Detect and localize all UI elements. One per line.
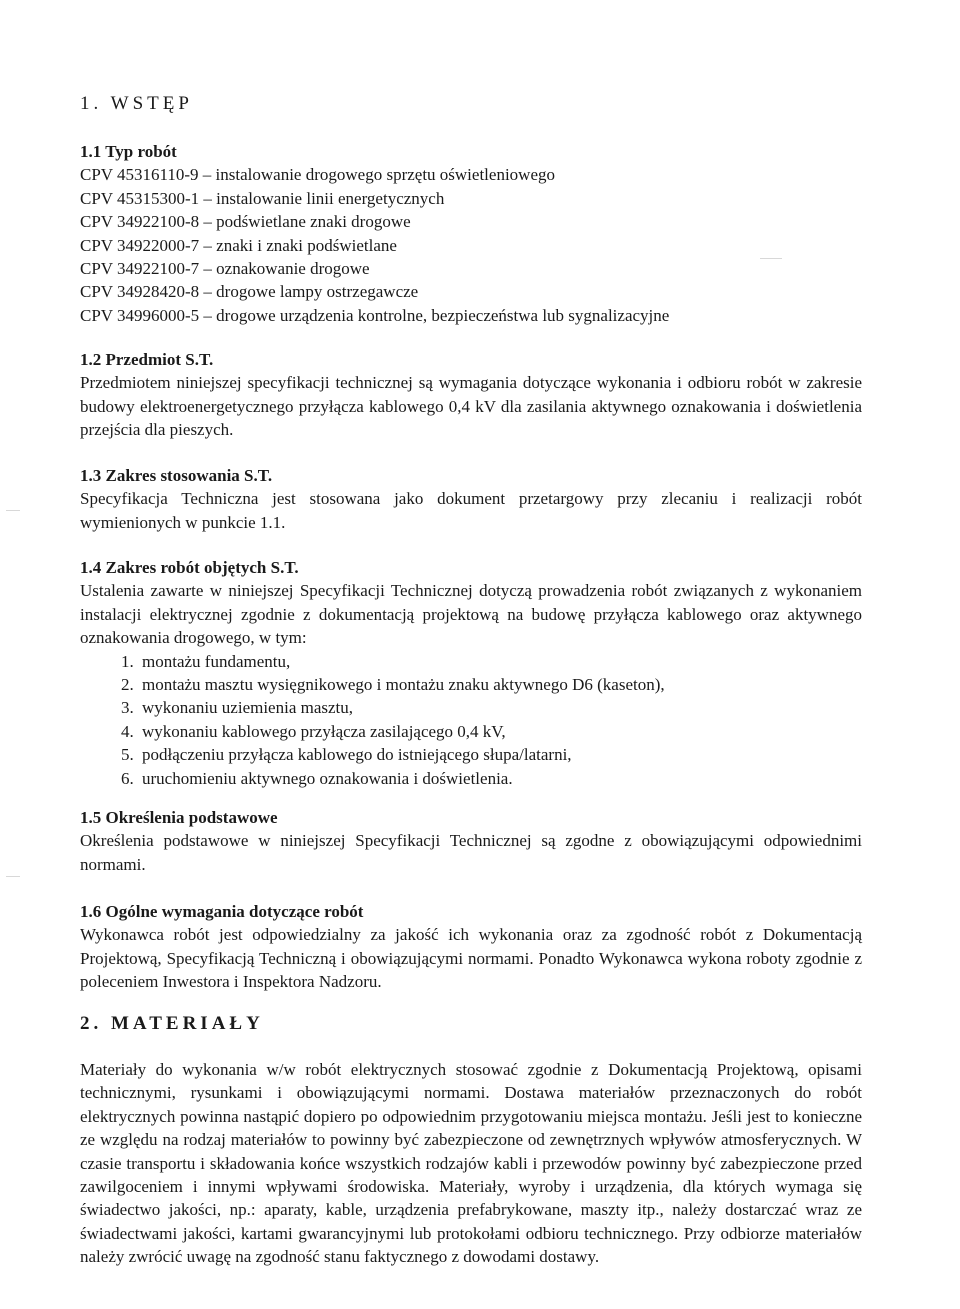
heading-materialy: 2. MATERIAŁY	[80, 1013, 264, 1034]
section-paragraph: Ustalenia zawarte w niniejszej Specyfikacji Technicznej dotyczą prowadzenia robót związanych z wykonaniem instalacji elektrycznej zgodnie z dokumentacją projektową na budowę przyłącza kablowego oraz aktywnego oznakowania drogowego, w tym:	[80, 581, 862, 648]
section-1-5	[80, 806, 862, 876]
cpv-line: CPV 34922100-8 – podświetlane znaki drogowe	[80, 212, 411, 232]
section-title: 1.3 Zakres stosowania S.T.	[80, 466, 273, 485]
cpv-line: CPV 34928420-8 – drogowe lampy ostrzegawcze	[80, 282, 419, 302]
list-item: 5. podłączeniu przyłącza kablowego do istniejącego słupa/latarni,	[138, 743, 862, 766]
cpv-line: CPV 34922000-7 – znaki i znaki podświetlane	[80, 235, 397, 255]
work-scope-list	[80, 650, 862, 790]
section-title: 1.5 Określenia podstawowe	[80, 808, 278, 827]
section-1-3	[80, 464, 862, 534]
list-item: 3. wykonaniu uziemienia masztu,	[138, 696, 862, 719]
section-title: 1.2 Przedmiot S.T.	[80, 350, 214, 369]
section-2	[80, 1058, 862, 1269]
list-item: 6. uruchomieniu aktywnego oznakowania i doświetlenia.	[138, 767, 862, 790]
section-1-2	[80, 348, 862, 442]
list-item: 2. montażu masztu wysięgnikowego i montażu znaku aktywnego D6 (kaseton),	[138, 673, 862, 696]
section-title: 1.6 Ogólne wymagania dotyczące robót	[80, 902, 364, 921]
scan-mark	[6, 510, 20, 511]
section-paragraph: Określenia podstawowe w niniejszej Specyfikacji Technicznej są zgodne z obowiązującymi odpowiednimi normami.	[80, 831, 862, 874]
scan-mark	[6, 876, 20, 877]
cpv-line: CPV 34922100-7 – oznakowanie drogowe	[80, 259, 370, 279]
section-title: 1.1 Typ robót	[80, 142, 177, 161]
cpv-line: CPV 45315300-1 – instalowanie linii energetycznych	[80, 188, 445, 208]
section-paragraph: Wykonawca robót jest odpowiedzialny za jakość ich wykonania oraz za zgodność robót z Dokumentacją Projektową, Specyfikacją Techniczną i obowiązującymi normami. Ponadto Wykonawca wykona roboty zgodnie z poleceniem Inwestora i Inspektora Nadzoru.	[80, 925, 862, 992]
cpv-line: CPV 34996000-5 – drogowe urządzenia kontrolne, bezpieczeństwa lub sygnalizacyjne	[80, 305, 670, 325]
cpv-line: CPV 45316110-9 – instalowanie drogowego sprzętu oświetleniowego	[80, 165, 555, 185]
scan-mark	[760, 258, 782, 259]
heading-wstep: 1. WSTĘP	[80, 93, 193, 114]
section-1-1	[80, 140, 862, 327]
list-item: 4. wykonaniu kablowego przyłącza zasilającego 0,4 kV,	[138, 720, 862, 743]
section-1-4	[80, 556, 862, 790]
section-1-6	[80, 900, 862, 994]
section-title: 1.4 Zakres robót objętych S.T.	[80, 558, 299, 577]
section-paragraph: Materiały do wykonania w/w robót elektrycznych stosować zgodnie z Dokumentacją Projektową, opisami technicznymi, rysunkami i obowiązującymi normami. Dostawa materiałów przeznaczonych do robót elektrycznych powinna nastąpić dopiero po odpowiednim przygotowaniu miejsca montażu. Jeśli jest to konieczne ze względu na rodzaj materiałów to powinny być zabezpieczone od zewnętrznych wpływów atmosferycznych. W czasie transportu i składowania końce wszystkich rodzajów kabli i przewodów powinny być zabezpieczone przed zawilgoceniem i innymi wpływami środowiska. Materiały, wyroby i urządzenia, dla których wymaga się świadectwo jakości, np.: aparaty, kable, urządzenia prefabrykowane, maszty itp., należy dostarczać wraz ze świadectwami jakości, kartami gwarancyjnymi lub protokołami odbioru technicznego. Przy odbiorze materiałów należy zwrócić uwagę na zgodność stanu faktycznego z dowodami dostawy.	[80, 1060, 862, 1267]
list-item: 1. montażu fundamentu,	[138, 650, 862, 673]
section-paragraph: Przedmiotem niniejszej specyfikacji technicznej są wymagania dotyczące wykonania i odbioru robót w zakresie budowy elektroenergetycznego przyłącza kablowego 0,4 kV dla zasilania aktywnego oznakowania i doświetlenia przejścia dla pieszych.	[80, 373, 862, 440]
section-paragraph: Specyfikacja Techniczna jest stosowana jako dokument przetargowy przy zlecaniu i realizacji robót wymienionych w punkcie 1.1.	[80, 489, 862, 532]
